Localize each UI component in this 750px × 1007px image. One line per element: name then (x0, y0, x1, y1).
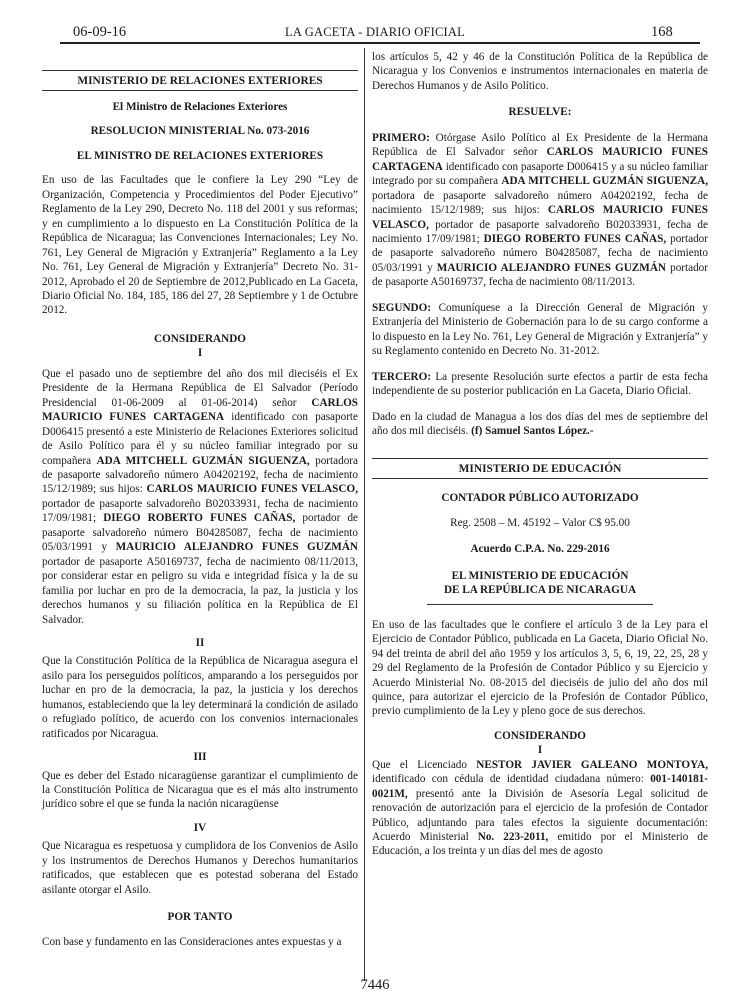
contador-heading: CONTADOR PÚBLICO AUTORIZADO (441, 492, 639, 505)
text-run: Comuníquese a la Dirección General de Migración y Extranjería del Ministerio de Gobernación para lo de su cargo conforme a lo dispuesto en la Ley No. 761, Ley General de Migración y Extranjería” y su Reglamento contenido en Decreto No. 31-2012. (372, 301, 708, 358)
text-run: portadora de pasaporte salvadoreño número A04202192, fecha de nacimiento 15/12/1989; sus hijos: (372, 189, 708, 217)
numeral-i: I (197, 347, 203, 360)
resuelve-heading: RESUELVE: (508, 106, 572, 119)
bold-text-run: ADA MITCHELL GUZMÁN SIGUENZA, (501, 175, 708, 188)
right-column (372, 50, 708, 859)
education-intro-paragraph: En uso de las facultades que le confiere el artículo 3 de la Ley para el Ejercicio de Contador Público, publicada en La Gaceta, Diario Oficial No. 94 del treinta de abril del año 1959 y los artículos 3, 5, 6, 19, 22, 25, 28 y 29 del Reglamento de la Profesión de Contador Público y su Ejercicio y Acuerdo Ministerial No. 08-2015 del dieciséis de julio del año dos mil quince, para autorizar el ejercicio de la Profesión de Contador Público, previo cumplimiento de la Ley y pleno goce de sus derechos. (372, 618, 708, 718)
text-run: identificado con pasaporte D006415 y a su núcleo familiar integrado por su compañera (372, 160, 708, 188)
text-run: portador de pasaporte salvadoreño B02033931, fecha de nacimiento 17/09/1981; (372, 218, 708, 245)
bold-text-run: CARLOS MAURICIO FUNES VELASCO, (146, 483, 358, 496)
bold-text-run: No. 223-2011, (477, 831, 549, 844)
por-tanto-paragraph: Con base y fundamento en las Consideraciones antes expuestas y a (42, 935, 342, 948)
bold-text-run: MAURICIO ALEJANDRO FUNES GUZMÁN (115, 541, 359, 554)
text-run: portadora de pasaporte salvadoreño número A04202192, fecha de nacimiento 15/12/1989; sus hijos: (42, 454, 358, 496)
bold-text-run: SEGUNDO: (372, 301, 432, 314)
text-run: Otórgase Asilo Político al Ex Presidente de la Hermana República de El Salvador señor (372, 131, 708, 159)
header-title: LA GACETA - DIARIO OFICIAL (285, 25, 465, 39)
text-run: Que el pasado uno de septiembre del año dos mil dieciséis el Ex Presidente de la Hermana República de El Salvador (Período Presidencial 01-06-2009 al 01-06-2014) señor (42, 367, 358, 409)
primero-paragraph (372, 131, 708, 290)
signature-paragraph (372, 410, 708, 439)
numeral-iv: IV (193, 821, 207, 834)
text-run: Dado en la ciudad de Managua a los dos días del mes de septiembre del año dos mil dieciséis. (372, 410, 708, 437)
column-divider (364, 48, 365, 980)
education-heading-line-2: DE LA REPÚBLICA DE NICARAGUA (443, 584, 637, 597)
considerando-paragraph-4: Que Nicaragua es respetuosa y cumplidora de los Convenios de Asilo y los instrumentos de Derechos Humanos y Derechos humanitarios ratificados, que establecen que es potestad soberana del Estado asilante otorgar el Asilo. (42, 840, 358, 896)
text-run: emitido por el Ministerio de Educación, a los treinta y un días del mes de agosto (372, 831, 708, 858)
bold-text-run: PRIMERO: (372, 131, 430, 144)
education-heading-line-1: EL MINISTERIO DE EDUCACIÓN (451, 569, 629, 582)
bold-text-run: DIEGO ROBERTO FUNES CAÑAS, (483, 232, 667, 245)
text-run: La presente Resolución surte efectos a partir de esta fecha independiente de su posterior publicación en La Gaceta, Diario Oficial. (372, 370, 708, 398)
bold-text-run: 001-140181-0021M, (372, 773, 708, 800)
bold-text-run: TERCERO: (372, 370, 432, 383)
numeral-ii: II (195, 636, 205, 649)
bold-text-run: (f) Samuel Santos López.- (471, 424, 594, 437)
bold-text-run: CARLOS MAURICIO FUNES CARTAGENA (42, 396, 358, 424)
bold-text-run: DIEGO ROBERTO FUNES CAÑAS, (103, 512, 296, 525)
education-heading-rule (427, 604, 653, 605)
education-considerando-paragraph (372, 758, 708, 859)
considerando-heading: CONSIDERANDO (154, 332, 246, 345)
acuerdo-number: Acuerdo C.P.A. No. 229-2016 (470, 543, 610, 556)
text-run: portador de pasaporte salvadoreño número B04285087, fecha de nacimiento 05/03/1991 y (372, 232, 708, 274)
minister-line: El Ministro de Relaciones Exteriores (112, 101, 288, 113)
considerando-paragraph-3: Que es deber del Estado nicaragüense garantizar el cumplimiento de la Constitución Política de Nicaragua que es el más alto instrumento jurídico sobre el que se funda la nación nicaragüense (42, 769, 358, 811)
resolution-number: RESOLUCION MINISTERIAL No. 073-2016 (90, 125, 310, 138)
text-run: portador de pasaporte salvadoreño B02033931, fecha de nacimiento 17/09/1981; (42, 497, 358, 525)
continued-paragraph: los artículos 5, 42 y 46 de la Constitución Política de la República de Nicaragua y los Convenios e instrumentos internacionales en materia de Derechos Humanos y de Asilo Político. (372, 51, 708, 92)
section-heading-education: MINISTERIO DE EDUCACIÓN (372, 458, 708, 479)
text-run: presentó ante la División de Asesoría Legal solicitud de renovación de autorización para el ejercicio de la profesión de Contador Público, adjuntando para tales efectos la siguiente documentación: Acuerdo Ministerial (372, 787, 708, 844)
bold-text-run: CARLOS MAURICIO FUNES VELASCO, (372, 204, 708, 231)
bold-text-run: CARLOS MAURICIO FUNES CARTAGENA (372, 146, 709, 173)
header-date: 06-09-16 (73, 24, 127, 40)
bold-text-run: ADA MITCHELL GUZMÁN SIGUENZA, (96, 454, 310, 467)
bold-text-run: NESTOR JAVIER GALEANO MONTOYA, (476, 758, 708, 771)
left-column (42, 50, 358, 949)
education-numeral-i: I (537, 744, 543, 757)
intro-paragraph: En uso de las Facultades que le confiere la Ley 290 “Ley de Organización, Competencia y Procedimientos del Poder Ejecutivo” Reglamento de la Ley 290, Decreto No. 118 del 2001 y sus reformas; y en cumplimiento a lo dispuesto en La Constitución Política de la República de Nicaragua; las Convenciones Internacionales; Ley No. 761, Ley General de Migración y Extranjería” Reglamento a la Ley No. 761, Ley General de Migración y Extranjería” Decreto No. 31-2012, Aprobado el 20 de Septiembre de 2012,Publicado en La Gaceta, Diario Oficial No. 184, 185, 186 del 27, 28 Septiembre y 1 de Octubre 2012. (42, 174, 358, 317)
segundo-paragraph (372, 301, 708, 359)
text-run: portador de pasaporte salvadoreño número B04285087, fecha de nacimiento 05/03/1991 y (42, 512, 359, 554)
section-heading-ministry: MINISTERIO DE RELACIONES EXTERIORES (42, 70, 358, 91)
footer-page-number: 7446 (360, 977, 390, 993)
text-run: portador de pasaporte A50169737, fecha de nacimiento 08/11/2013. (372, 261, 709, 289)
por-tanto-heading: POR TANTO (167, 911, 233, 924)
considerando-paragraph-2: Que la Constitución Política de la República de Nicaragua asegura el asilo para los perseguidos políticos, amparando a los perseguidos por luchar en pro de la democracia, la paz, la justicia y los derechos humanos, estableciendo que la ley determinará la condición de asilado o refugiado político, de acuerdo con los convenios internacionales ratificados por Nicaragua. (42, 655, 358, 740)
text-run: identificado con cédula de identidad ciudadana número: (372, 773, 651, 786)
text-run: portador de pasaporte A50169737, fecha de nacimiento 08/11/2013, por considerar estar en peligro su vida e integridad física y la de su familia por luchar en pro de la democracia, la paz, la justicia y los derechos humanos y su filiación política en la República de El Salvador. (42, 555, 358, 626)
header-rule (60, 42, 700, 44)
tercero-paragraph (372, 370, 708, 399)
header-page-number: 168 (651, 24, 673, 40)
bold-text-run: MAURICIO ALEJANDRO FUNES GUZMÁN (436, 261, 666, 274)
text-run: Que el Licenciado (372, 758, 477, 771)
minister-heading: EL MINISTRO DE RELACIONES EXTERIORES (76, 149, 324, 162)
education-considerando-heading: CONSIDERANDO (494, 729, 586, 742)
considerando-paragraph-1 (42, 367, 358, 627)
registration-line: Reg. 2508 – M. 45192 – Valor C$ 95.00 (450, 516, 630, 529)
text-run: identificado con pasaporte D006415 presentó a este Ministerio de Relaciones Exteriores solicitud de Asilo Político para él y su núcleo familiar integrado por su compañera (42, 411, 358, 467)
numeral-iii: III (193, 751, 207, 764)
